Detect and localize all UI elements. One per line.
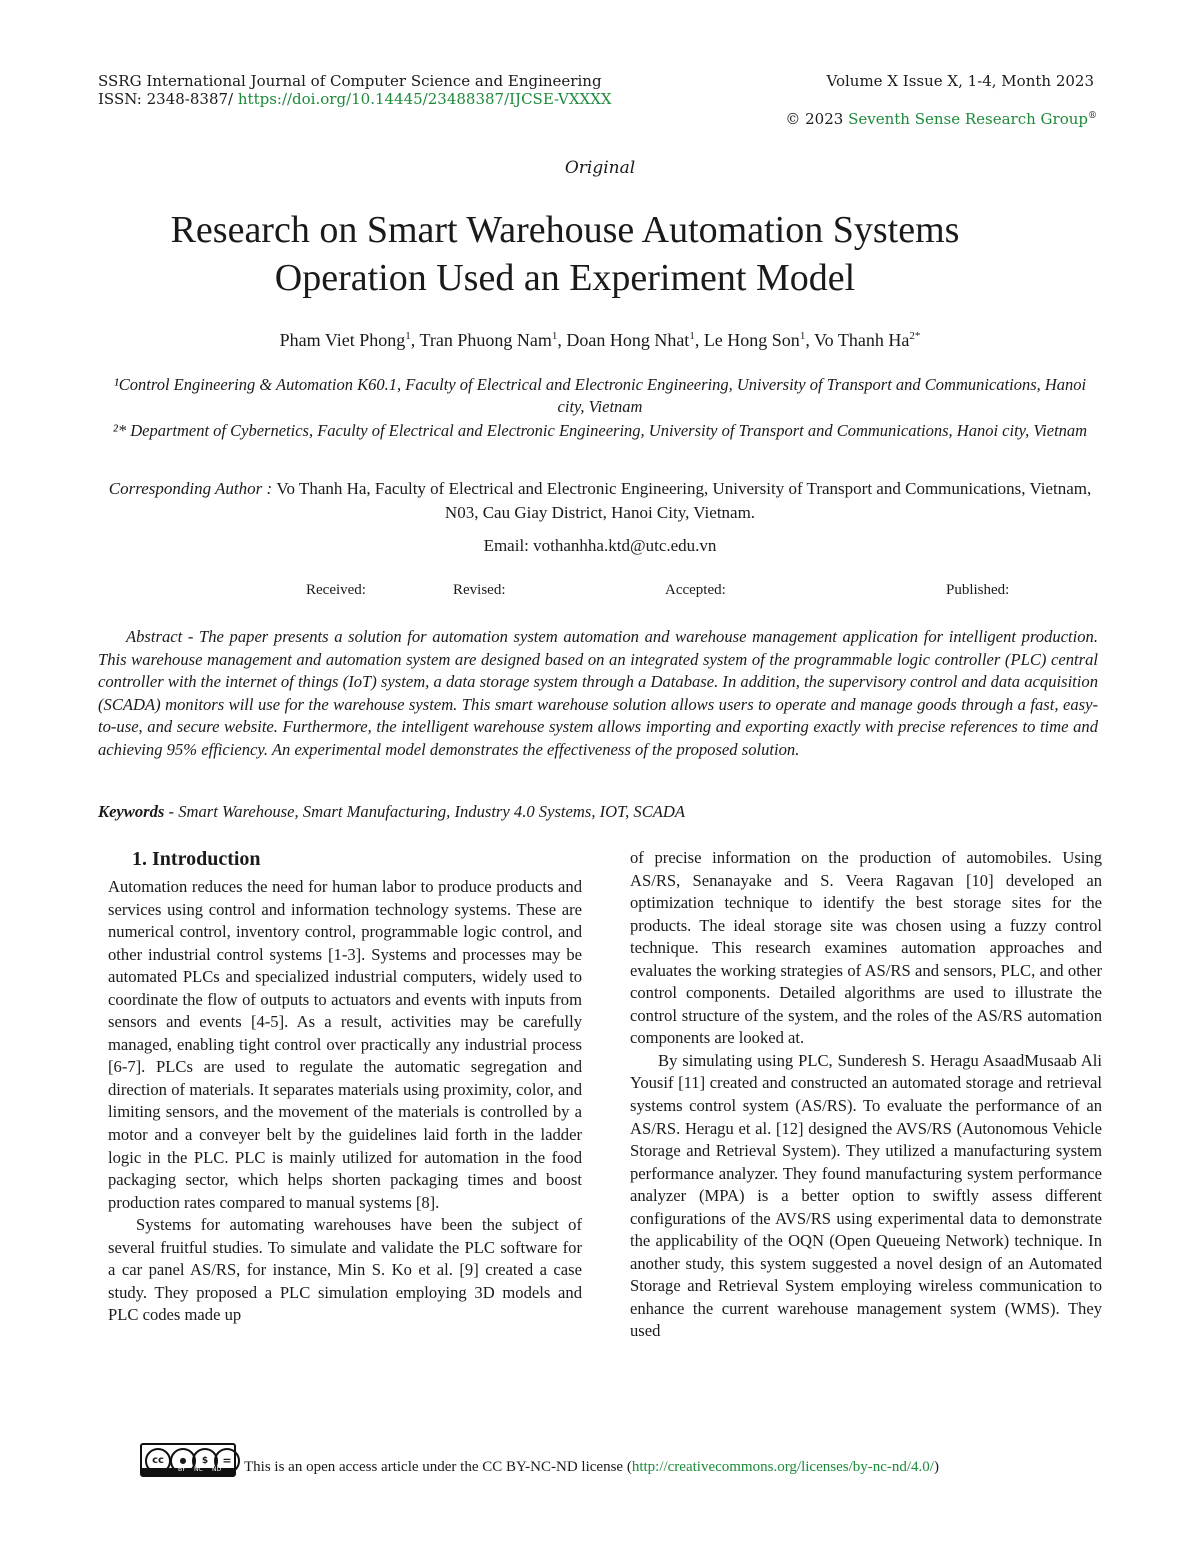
- email[interactable]: Email: vothanhha.ktd@utc.edu.vn: [483, 536, 717, 555]
- corresponding-author: [100, 477, 1100, 525]
- badge-by-text: BY: [178, 1466, 186, 1473]
- article-type: Original: [564, 158, 636, 178]
- badge-nc-text: NC: [194, 1466, 203, 1473]
- published-label: Published:: [946, 582, 1010, 598]
- volume-info: Volume X Issue X, 1-4, Month 2023: [826, 72, 1094, 90]
- license-text: [244, 1459, 939, 1476]
- keywords-text: - Smart Warehouse, Smart Manufacturing, Industry 4.0 Systems, IOT, SCADA: [164, 802, 686, 821]
- author: Le Hong Son: [703, 330, 800, 350]
- issn: ISSN: 2348-8387/: [98, 90, 238, 108]
- author-sup: 1: [799, 330, 806, 342]
- paragraph: Systems for automating warehouses have been the subject of several fruitful studies. To simulate and validate the PLC software for a car panel AS/RS, for instance, Min S. Ko et al. [9] created a case study. They proposed a PLC simulation employing 3D models and PLC codes made up: [108, 1215, 582, 1325]
- license-suffix: ): [933, 1459, 939, 1475]
- title-line-1: Research on Smart Warehouse Automation Systems: [170, 209, 960, 251]
- title-line-2: Operation Used an Experiment Model: [274, 257, 856, 299]
- keywords-label: Keywords: [98, 802, 165, 821]
- author-sup: 1: [405, 330, 411, 342]
- copyright: [785, 110, 1097, 128]
- paragraph: Automation reduces the need for human labor to produce products and services using control and information technology systems. These are numerical control, inventory control, programmable logic control, and other industrial control systems [1-3]. Systems and processes may be automated PLCs and specialized industrial computers, widely used to coordinate the flow of outputs to actuators and events with inputs from sensors and events [4-5]. As a result, activities may be carefully managed, enabling tight control over practically any industrial process [6-7]. PLCs are used to regulate the automatic segregation and direction of materials. It separates materials using proximity, color, and limiting sensors, and the movement of the materials is controlled by a motor and a conveyer belt by the guidelines laid forth in the ladder logic in the PLC. PLC is mainly utilized for automation in the food packaging sector, which helps shorten packaging times and boost production rates compared to manual systems [8].: [108, 877, 582, 1212]
- doi-link[interactable]: https://doi.org/10.14445/23488387/IJCSE-VXXXX: [237, 90, 612, 108]
- badge-nd-text: ND: [212, 1466, 222, 1473]
- section-heading: 1. Introduction: [132, 848, 261, 870]
- author: Vo Thanh Ha: [814, 330, 910, 350]
- revised-label: Revised:: [453, 582, 506, 598]
- issn-line: [98, 90, 718, 108]
- by-icon: ●: [170, 1448, 196, 1474]
- author-sup: 1: [551, 330, 558, 342]
- publisher-link[interactable]: Seventh Sense Research Group: [848, 110, 1088, 128]
- cc-license-badge[interactable]: [140, 1443, 236, 1477]
- affiliation-2: ²* Department of Cybernetics, Faculty of Electrical and Electronic Engineering, University of Transport and Communications, Hanoi city, Vietnam: [112, 421, 1088, 440]
- paragraph: of precise information on the production of automobiles. Using AS/RS, Senanayake and S. Veera Ragavan [10] developed an optimization technique to identify the best storage sites for the products. The ideal storage site was chosen using a fuzzy control technique. This research examines automation approaches and evaluates the working strategies of AS/RS and sensors, PLC, and other control components. Detailed algorithms are used to illustrate the control structure of the system, and the roles of the AS/RS automation components are looked at.: [630, 848, 1102, 1048]
- author-sup: 2*: [909, 330, 921, 342]
- author-list: Pham Viet Phong$^1$, Tran Phuong Nam$^1$, Doan Hong Nhat$^1$, Le Hong Son$^1$, Vo Thanh $Ha^{2*}$: [279, 330, 921, 350]
- abstract: Abstract - The paper presents a solution for automation system automation and warehouse management application for intelligent production. This warehouse management and automation system are designed based on an integrated system of the programmable logic controller (PLC) central controller with the internet of things (IoT) system, a data storage system through a Database. In addition, the supervisory control and data acquisition (SCADA) monitors will use for the warehouse system. This smart warehouse solution allows users to operate and manage goods through a fast, easy-to-use, and secure website. Furthermore, the intelligent warehouse system allows importing and exporting exactly with precise references to time and achieving 95% efficiency. An experimental model demonstrates the effectiveness of the proposed solution.: [98, 627, 1098, 759]
- copyright-year: © 2023: [785, 110, 849, 128]
- registered-mark: ®: [1088, 111, 1097, 121]
- license-link[interactable]: http://creativecommons.org/licenses/by-nc-nd/4.0/: [631, 1459, 934, 1475]
- cc-icon: cc: [145, 1448, 171, 1474]
- author: Doan Hong Nhat: [566, 330, 690, 350]
- journal-header: [98, 72, 718, 108]
- paper-title: [60, 206, 1070, 302]
- journal-name: SSRG International Journal of Computer Science and Engineering: [98, 72, 602, 90]
- accepted-label: Accepted:: [665, 582, 726, 598]
- author-sup: 1: [689, 330, 695, 342]
- author: Tran Phuong Nam: [419, 330, 552, 350]
- keywords: [98, 802, 1098, 822]
- author: Pham Viet Phong: [279, 330, 406, 350]
- received-label: Received:: [306, 582, 366, 598]
- license-prefix: This is an open access article under the CC BY-NC-ND license (: [244, 1459, 632, 1475]
- corresponding-label: Corresponding Author :: [108, 479, 277, 498]
- badge-strip: [142, 1468, 234, 1475]
- nd-icon: =: [214, 1448, 240, 1474]
- paragraph: By simulating using PLC, Sunderesh S. Heragu AsaadMusaab Ali Yousif [11] created and constructed an automated storage and retrieval systems control system (AS/RS). To evaluate the performance of an AS/RS. Heragu et al. [12] designed the AVS/RS (Autonomous Vehicle Storage and Retrieval System). They utilized a manufacturing system performance analyzer. They found manufacturing system performance analyzer (MPA) is a better option to swiftly assess different configurations of the AVS/RS using experimental data to demonstrate the applicability of the OQN (Open Queueing Network) technique. In another study, this system suggested a novel design of an Automated Storage and Retrieval System employing wireless communication to enhance the current warehouse management system (WMS). They used: [630, 1050, 1102, 1341]
- right-column: [630, 847, 1102, 1343]
- left-column: [108, 876, 582, 1327]
- affiliation-1: ¹Control Engineering & Automation K60.1, Faculty of Electrical and Electronic Engineering, University of Transport and Communications, Hanoi city, Vietnam: [113, 375, 1087, 416]
- corresponding-text: Vo Thanh Ha, Faculty of Electrical and Electronic Engineering, University of Transport and Communications, Vietnam, N03, Cau Giay District, Hanoi City, Vietnam.: [276, 479, 1092, 522]
- nc-icon: $: [192, 1448, 218, 1474]
